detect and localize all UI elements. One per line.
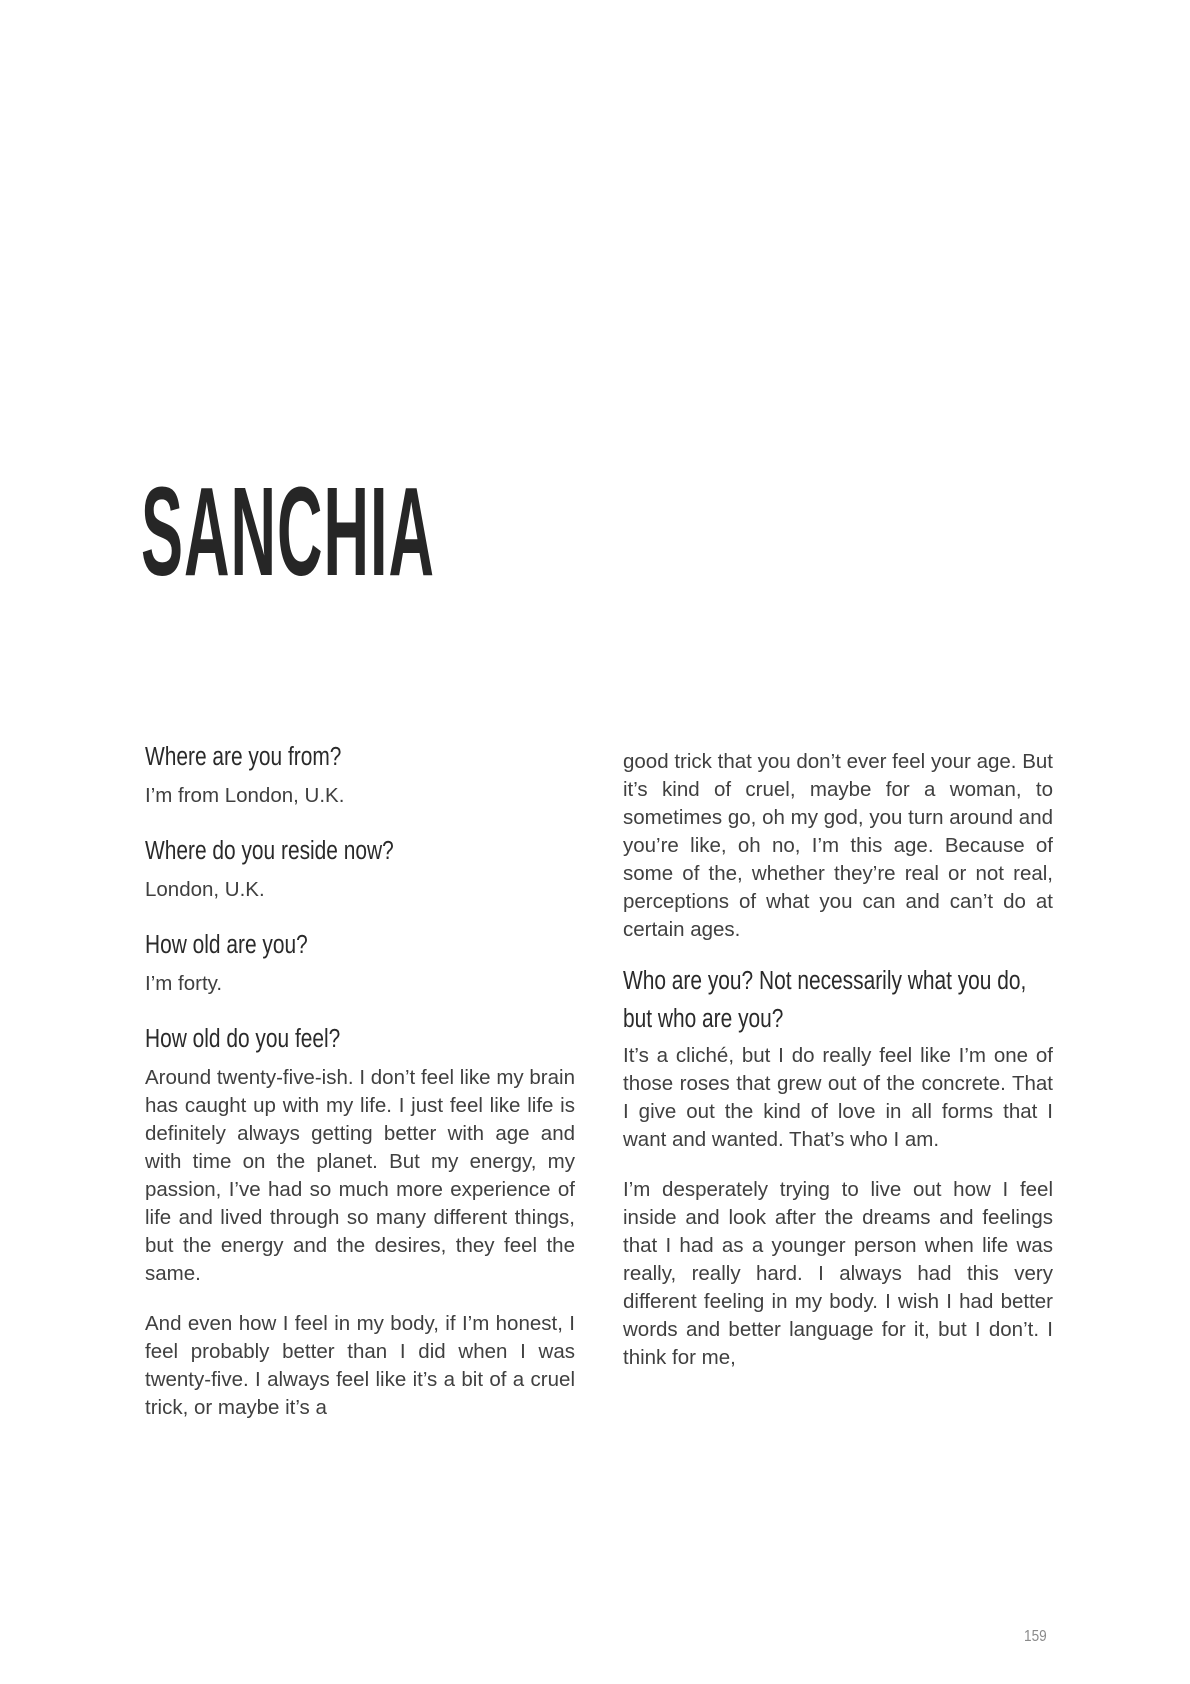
answer-identity-paragraph-1: It’s a cliché, but I do really feel like I’m one of those roses that grew out of the concrete. That I give out the kind of love in all forms that I want and wanted. That’s who I am. xyxy=(623,1044,1053,1151)
question-identity: Who are you? Not necessarily what you do, but who are you? xyxy=(623,967,1027,1033)
answer-origin: I’m from London, U.K. xyxy=(145,784,345,807)
answer-residence: London, U.K. xyxy=(145,878,265,901)
question-age: How old are you? xyxy=(145,931,308,959)
page-title: SANCHIA xyxy=(141,461,436,602)
left-column xyxy=(145,738,575,1422)
answer-felt-age-paragraph-2: And even how I feel in my body, if I’m honest, I feel probably better than I did when I was twenty-five. I always feel like it’s a bit of a cruel trick, or maybe it’s a xyxy=(145,1312,575,1419)
answer-felt-age-continuation: good trick that you don’t ever feel your age. But it’s kind of cruel, maybe for a woman, to sometimes go, oh my god, you turn around and you’re like, oh no, I’m this age. Because of some of the, whether they’re real or not real, perceptions of what you can and can’t do at certain ages. xyxy=(623,750,1053,941)
right-column xyxy=(623,748,1053,1372)
answer-felt-age-paragraph-1: Around twenty-five-ish. I don’t feel like my brain has caught up with my life. I just feel like life is definitely always getting better with age and with time on the planet. But my energy, my passion, I’ve had so much more experience of life and lived through so many different things, but the energy and the desires, they feel the same. xyxy=(145,1066,575,1285)
question-residence: Where do you reside now? xyxy=(145,837,394,865)
answer-age: I’m forty. xyxy=(145,972,223,995)
answer-identity-paragraph-2: I’m desperately trying to live out how I feel inside and look after the dreams and feelings that I had as a younger person when life was really, really hard. I always had this very different feeling in my body. I wish I had better words and better language for it, but I don’t. I think for me, xyxy=(623,1178,1053,1369)
question-felt-age: How old do you feel? xyxy=(145,1025,341,1053)
question-origin: Where are you from? xyxy=(145,743,342,771)
page-number: 159 xyxy=(1024,1628,1047,1645)
